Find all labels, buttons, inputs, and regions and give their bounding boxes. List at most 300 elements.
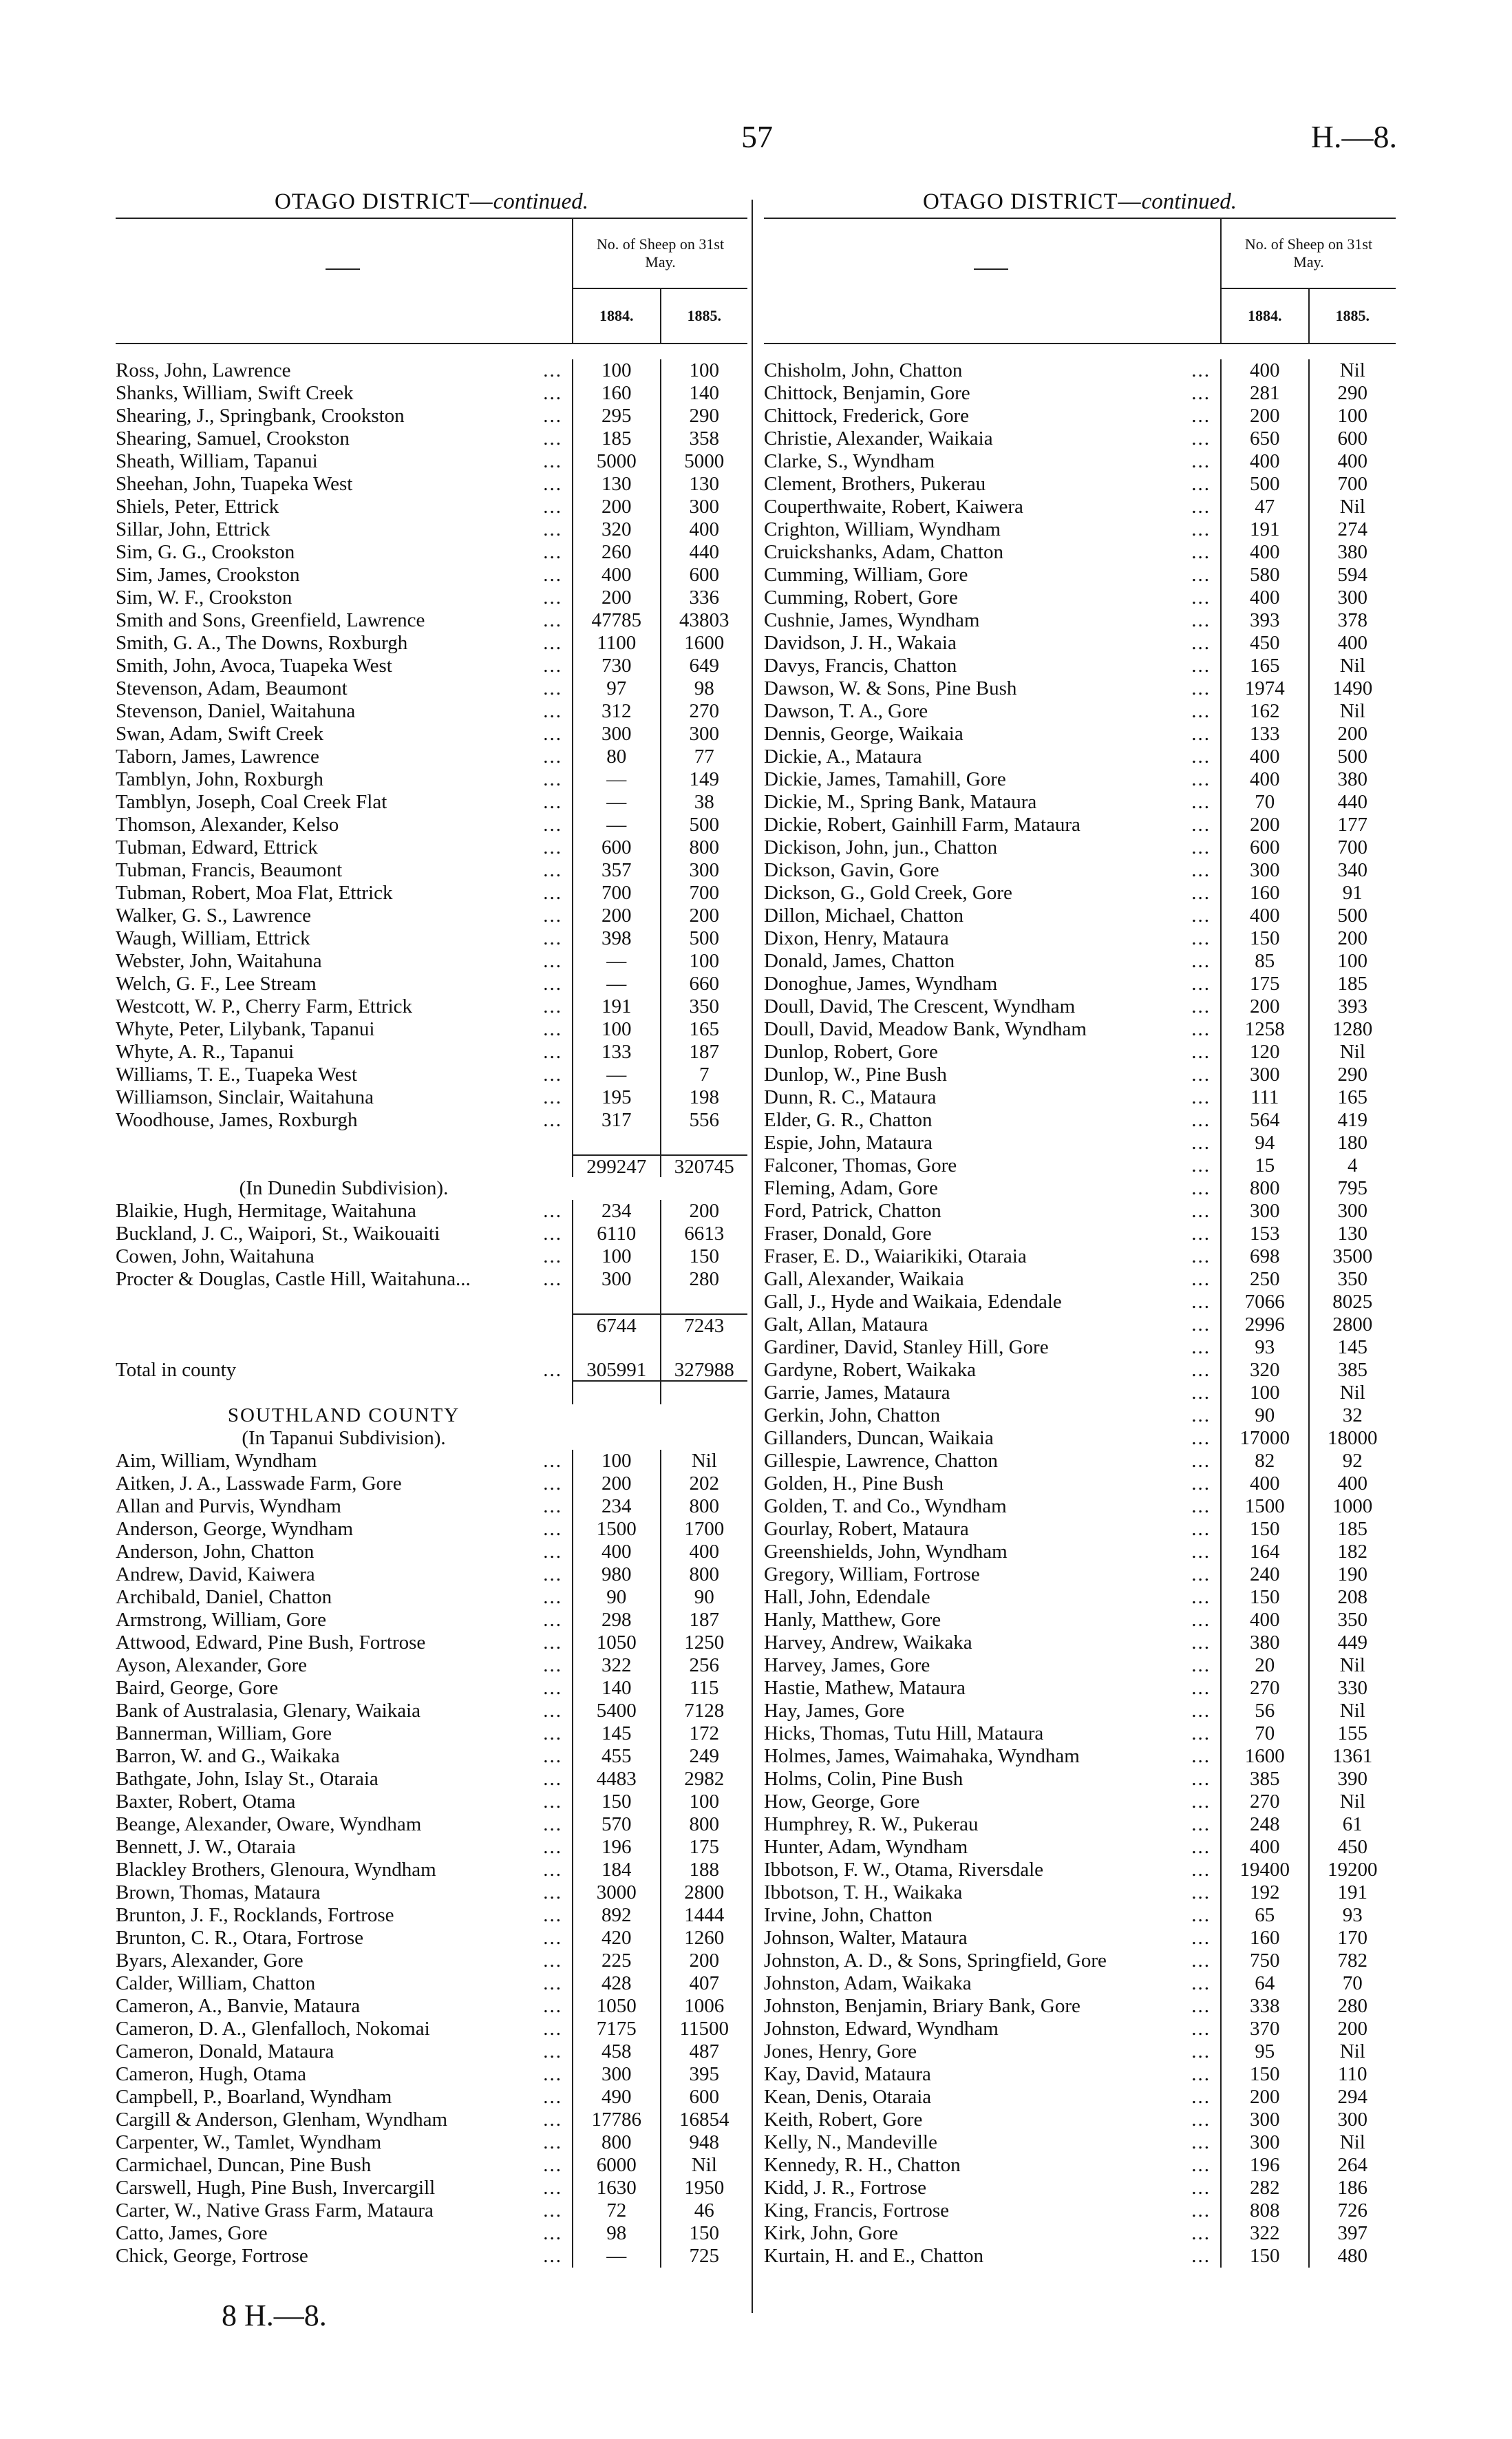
owner-name: Fraser, Donald, Gore [764,1223,932,1245]
table-row [116,405,747,427]
table-row [116,905,747,927]
leader-dots: ... [543,1495,562,1517]
owner-name: Calder, William, Chatton [116,1972,316,1994]
table-row [764,1859,1396,1881]
sheep-1885-cell: 98 [660,677,748,700]
owner-name-cell [116,973,572,995]
owner-name-cell [764,1995,1220,2018]
sheep-1884-cell: 5000 [572,450,660,473]
leader-dots: ... [543,427,562,450]
table-row [116,1541,747,1563]
leader-dots: ... [1191,2131,1211,2153]
owner-name-cell [116,746,572,768]
owner-name: Couperthwaite, Robert, Kaiwera [764,496,1023,518]
owner-name: Total in county [116,1359,237,1381]
owner-name-cell [116,518,572,541]
table-row [764,1450,1396,1472]
sheep-1884-cell: 730 [572,655,660,677]
left-year-1884-header: 1884. [599,307,634,324]
owner-name-cell [764,1722,1220,1745]
owner-name-cell [116,1881,572,1904]
owner-name-cell [764,1677,1220,1700]
page-footer: 8 H.—8. [222,2299,327,2332]
sheep-1885-cell: 198 [660,1086,748,1109]
sheep-1885-cell: 1000 [1308,1495,1396,1518]
owner-name-cell [764,1200,1220,1223]
sheep-1884-cell: 100 [572,1450,660,1472]
owner-name-cell [116,1677,572,1700]
sheep-1885-cell: 400 [660,1541,748,1563]
owner-name-cell [764,2018,1220,2040]
sheep-1885-cell: 330 [1308,1677,1396,1700]
leader-dots: ... [1191,882,1211,904]
owner-name-cell [116,2063,572,2086]
table-row [764,791,1396,814]
owner-name: Tamblyn, John, Roxburgh [116,768,323,790]
right-year-1885-header: 1885. [1308,289,1396,343]
owner-name-cell [764,1177,1220,1200]
sheep-1885-cell: 800 [660,1813,748,1836]
right-title-text: OTAGO DISTRICT— [923,189,1142,214]
owner-name: Johnson, Walter, Mataura [764,1927,968,1949]
table-row [764,950,1396,973]
sheep-1884-cell: 322 [572,1654,660,1677]
sheep-1885-cell: 800 [660,1563,748,1586]
owner-name: Chick, George, Fortrose [116,2245,308,2267]
owner-name-cell [764,359,1220,382]
table-row [764,2063,1396,2086]
owner-name: Shearing, J., Springbank, Crookston [116,405,405,427]
sheep-1884-cell: 100 [572,1018,660,1041]
table-row [116,1382,747,1404]
owner-name: Allan and Purvis, Wyndham [116,1495,341,1517]
table-row [116,1495,747,1518]
sheep-1885-cell: 7243 [660,1313,748,1336]
owner-name: Dillon, Michael, Chatton [764,905,963,927]
owner-name-cell [764,995,1220,1018]
owner-name: Cameron, Donald, Mataura [116,2040,334,2062]
table-row [116,1154,747,1177]
leader-dots: ... [1191,1995,1211,2017]
owner-name: Kidd, J. R., Fortrose [764,2177,927,2199]
leader-dots: ... [543,2199,562,2221]
table-row [116,768,747,791]
sheep-1884-cell: 300 [1220,1200,1308,1223]
sheep-1885-cell: 600 [660,2086,748,2109]
owner-name: Carpenter, W., Tamlet, Wyndham [116,2131,382,2153]
sheep-1884-cell: 196 [572,1836,660,1859]
leader-dots: ... [543,564,562,586]
sheep-1884-cell: 2996 [1220,1313,1308,1336]
sheep-1884-cell: 100 [1220,1382,1308,1404]
sheep-1884-cell: 312 [572,700,660,723]
sheep-1884-cell: 564 [1220,1109,1308,1132]
owner-name-cell [116,1563,572,1586]
leader-dots: ... [543,1972,562,1994]
sheep-1884-cell: 162 [1220,700,1308,723]
table-row [764,2177,1396,2199]
leader-dots: ... [543,2018,562,2040]
table-row [116,1927,747,1950]
owner-name: Kurtain, H. and E., Chatton [764,2245,983,2267]
leader-dots: ... [543,2154,562,2176]
right-district-title [764,186,1396,218]
leader-dots: ... [1191,541,1211,563]
owner-name: Anderson, George, Wyndham [116,1518,354,1540]
sheep-1884-cell: 15 [1220,1154,1308,1177]
sheep-1885-cell: 190 [1308,1563,1396,1586]
sheep-1884-cell: 600 [572,836,660,859]
table-row [764,700,1396,723]
leader-dots: ... [1191,768,1211,790]
sheep-1884-cell: 19400 [1220,1859,1308,1881]
table-row [116,1268,747,1291]
sheep-1884-cell: 458 [572,2040,660,2063]
sheep-1884-cell: 750 [1220,1950,1308,1972]
owner-name: Dunn, R. C., Mataura [764,1086,937,1108]
owner-name-cell [116,723,572,746]
leader-dots: ... [1191,723,1211,745]
table-row [116,1700,747,1722]
table-row [116,1472,747,1495]
owner-name-cell [764,677,1220,700]
sheep-1885-cell: 556 [660,1109,748,1132]
leader-dots: ... [543,1768,562,1790]
sheep-1884-cell: 400 [1220,587,1308,609]
table-row [116,2063,747,2086]
sheep-1885-cell: 649 [660,655,748,677]
sheep-1884-cell: 800 [1220,1177,1308,1200]
owner-name-cell [764,859,1220,882]
sheep-1884-cell: 400 [1220,905,1308,927]
table-row [116,2177,747,2199]
sheep-1885-cell: 480 [1308,2245,1396,2268]
sheep-1885-cell: 200 [1308,723,1396,746]
owner-name-cell [116,1995,572,2018]
sheep-1884-cell: 65 [1220,1904,1308,1927]
sheep-1884-cell: 17000 [1220,1427,1308,1450]
owner-name-cell [764,1700,1220,1722]
owner-name-cell [764,1086,1220,1109]
leader-dots: ... [543,2131,562,2153]
leader-dots: ... [543,405,562,427]
owner-name-cell [116,496,572,518]
sheep-1885-cell: 165 [1308,1086,1396,1109]
sheep-1884-cell: 160 [1220,1927,1308,1950]
sheep-1885-cell: 70 [1308,1972,1396,1995]
table-row [116,882,747,905]
sheep-1884-cell: 7175 [572,2018,660,2040]
sheep-1884-cell: 1974 [1220,677,1308,700]
owner-name: Armstrong, William, Gore [116,1609,326,1631]
owner-name-cell [764,1904,1220,1927]
leader-dots: ... [1191,905,1211,927]
owner-name: Clarke, S., Wyndham [764,450,935,472]
leader-dots: ... [1191,677,1211,699]
sheep-1884-cell: 56 [1220,1700,1308,1722]
owner-name-cell [764,1609,1220,1632]
sheep-1885-cell: 407 [660,1972,748,1995]
table-row [116,723,747,746]
table-row [764,2222,1396,2245]
leader-dots: ... [543,1927,562,1949]
leader-dots: ... [1191,927,1211,949]
owner-name-cell [764,1154,1220,1177]
owner-name: Holms, Colin, Pine Bush [764,1768,963,1790]
owner-name-cell [764,1450,1220,1472]
leader-dots: ... [1191,1359,1211,1381]
header-dash [326,268,360,270]
right-table-header [764,218,1396,344]
sheep-1885-cell: 350 [660,995,748,1018]
owner-name: Aitken, J. A., Lasswade Farm, Gore [116,1472,402,1495]
sheep-1884-cell: 184 [572,1859,660,1881]
owner-name-cell [764,1859,1220,1881]
leader-dots: ... [543,1200,562,1222]
table-row [764,1563,1396,1586]
leader-dots: ... [1191,1586,1211,1608]
table-row [116,427,747,450]
sheep-1885-cell: 1361 [1308,1745,1396,1768]
sheep-1885-cell: Nil [1308,1654,1396,1677]
sheep-1885-cell: 149 [660,768,748,791]
owner-name-cell [764,905,1220,927]
sheep-1885-cell: 280 [660,1268,748,1291]
sheep-1884-cell: 320 [572,518,660,541]
leader-dots: ... [543,791,562,813]
sheep-1884-cell: 6110 [572,1223,660,1245]
sheep-1884-cell: — [572,950,660,973]
leader-dots: ... [543,1700,562,1722]
owner-name-cell [116,1791,572,1813]
owner-name: Gourlay, Robert, Mataura [764,1518,969,1540]
owner-name: Hall, John, Edendale [764,1586,930,1608]
table-row [764,1722,1396,1745]
table-row [764,1404,1396,1427]
owner-name: Bank of Australasia, Glenary, Waikaia [116,1700,421,1722]
leader-dots: ... [543,1881,562,1903]
leader-dots: ... [543,768,562,790]
leader-dots: ... [543,859,562,881]
table-row [116,700,747,723]
sheep-1885-cell: 449 [1308,1632,1396,1654]
sheep-1885-cell: 1490 [1308,677,1396,700]
sheep-1885-cell: 200 [660,1950,748,1972]
sheep-1885-cell: Nil [1308,2040,1396,2063]
sheep-1884-cell: 322 [1220,2222,1308,2245]
leader-dots: ... [1191,1109,1211,1131]
owner-name: Hunter, Adam, Wyndham [764,1836,968,1858]
owner-name: Attwood, Edward, Pine Bush, Fortrose [116,1632,426,1654]
owner-name: Tamblyn, Joseph, Coal Creek Flat [116,791,387,813]
sheep-1885-cell: 200 [660,1200,748,1223]
table-row [764,2199,1396,2222]
sheep-1884-cell: 281 [1220,382,1308,405]
sheep-1884-cell: 600 [1220,836,1308,859]
sheep-1885-cell: 92 [1308,1450,1396,1472]
sheep-1885-cell: 186 [1308,2177,1396,2199]
table-row [116,518,747,541]
table-row [764,655,1396,677]
sheep-1884-cell: 234 [572,1495,660,1518]
owner-name-cell [764,450,1220,473]
owner-name-cell [764,768,1220,791]
sheep-1884-cell: 97 [572,677,660,700]
leader-dots: ... [543,2222,562,2244]
owner-name: Hastie, Mathew, Mataura [764,1677,966,1699]
table-row [116,2109,747,2131]
sheep-1885-cell: Nil [1308,1791,1396,1813]
owner-name-cell [116,1495,572,1518]
leader-dots: ... [543,1609,562,1631]
table-row [116,973,747,995]
table-row [764,1427,1396,1450]
table-row [764,836,1396,859]
sheep-1885-cell: 1260 [660,1927,748,1950]
leader-dots: ... [543,1950,562,1972]
table-row [116,927,747,950]
owner-name: Smith and Sons, Greenfield, Lawrence [116,609,425,631]
sheep-1884-cell [572,1382,660,1404]
owner-name: Beange, Alexander, Oware, Wyndham [116,1813,422,1835]
sheep-1884-cell: 98 [572,2222,660,2245]
sheep-1884-cell: 64 [1220,1972,1308,1995]
leader-dots: ... [1191,1836,1211,1858]
table-row [116,359,747,382]
sheep-1885-cell: 100 [660,359,748,382]
owner-name-cell [116,632,572,655]
owner-name-cell [116,1450,572,1472]
owner-name: Brunton, J. F., Rocklands, Fortrose [116,1904,394,1926]
owner-name-cell [116,1177,572,1200]
sheep-1885-cell: 1006 [660,1995,748,2018]
sheep-1885-cell: Nil [1308,496,1396,518]
sheep-1884-cell: 317 [572,1109,660,1132]
owner-name: Williamson, Sinclair, Waitahuna [116,1086,374,1108]
sheep-1884-cell: 90 [1220,1404,1308,1427]
owner-name-cell [116,768,572,791]
sheep-1884-cell: 400 [1220,359,1308,382]
leader-dots: ... [543,2245,562,2267]
owner-name-cell [116,1904,572,1927]
sheep-1884-cell: 300 [572,1268,660,1291]
sheep-1885-cell: 358 [660,427,748,450]
table-row [116,1450,747,1472]
sheep-1884-cell: 133 [1220,723,1308,746]
owner-name: Elder, G. R., Chatton [764,1109,933,1131]
sheep-1884-cell: 1050 [572,1632,660,1654]
table-row [764,723,1396,746]
sheep-1885-cell: 1280 [1308,1018,1396,1041]
table-row [116,1904,747,1927]
sheep-1884-cell: — [572,791,660,814]
sheep-1885-cell: 93 [1308,1904,1396,1927]
owner-name: Irvine, John, Chatton [764,1904,933,1926]
sheep-1885-cell: 185 [1308,1518,1396,1541]
table-row [116,1677,747,1700]
leader-dots: ... [543,1041,562,1063]
leader-dots: ... [1191,2245,1211,2267]
leader-dots: ... [1191,995,1211,1017]
leader-dots: ... [1191,2086,1211,2108]
owner-name: Carter, W., Native Grass Farm, Mataura [116,2199,434,2221]
table-row [764,1041,1396,1064]
sheep-1884-cell: 95 [1220,2040,1308,2063]
sheep-1885-cell: 390 [1308,1768,1396,1791]
sheep-1884-cell: 191 [572,995,660,1018]
owner-name: Bannerman, William, Gore [116,1722,332,1744]
owner-name: Shanks, William, Swift Creek [116,382,354,404]
sheep-1884-cell: 400 [1220,450,1308,473]
table-row [116,1745,747,1768]
sheep-1884-cell: 200 [572,587,660,609]
owner-name-cell [764,1404,1220,1427]
sheep-1885-cell: 600 [1308,427,1396,450]
owner-name: (In Dunedin Subdivision). [239,1177,449,1199]
sheep-1885-cell: Nil [1308,700,1396,723]
sheep-1884-cell: 808 [1220,2199,1308,2222]
owner-name-cell [764,2222,1220,2245]
leader-dots: ... [1191,2109,1211,2131]
table-row [116,1518,747,1541]
sheep-1885-cell: 150 [660,2222,748,2245]
sheep-1885-cell: 187 [660,1609,748,1632]
leader-dots: ... [543,1995,562,2017]
owner-name: Cumming, William, Gore [764,564,968,586]
sheep-1885-cell: 400 [1308,1472,1396,1495]
owner-name: Archibald, Daniel, Chatton [116,1586,332,1608]
owner-name: Cargill & Anderson, Glenham, Wyndham [116,2109,448,2131]
table-row [116,587,747,609]
owner-name: SOUTHLAND COUNTY [227,1404,460,1426]
owner-name-cell [764,1632,1220,1654]
sheep-1884-cell: 580 [1220,564,1308,587]
leader-dots: ... [1191,1404,1211,1426]
owner-name-cell [116,1268,572,1291]
leader-dots: ... [1191,496,1211,518]
owner-name: Galt, Allan, Mataura [764,1313,928,1335]
owner-name-cell [764,1791,1220,1813]
leader-dots: ... [1191,1154,1211,1176]
table-row [764,609,1396,632]
table-row [116,1018,747,1041]
sheep-1885-cell: 130 [1308,1223,1396,1245]
sheep-1885-cell [660,1336,748,1359]
owner-name: Ford, Patrick, Chatton [764,1200,941,1222]
leader-dots: ... [543,1632,562,1654]
table-row [116,1223,747,1245]
sheep-1885-cell: 385 [1308,1359,1396,1382]
owner-name-cell [116,1745,572,1768]
leader-dots: ... [1191,2063,1211,2085]
table-row [764,905,1396,927]
owner-name-cell [116,1018,572,1041]
table-row [764,2040,1396,2063]
owner-name-cell [116,2154,572,2177]
owner-name-cell [764,814,1220,836]
owner-name: Dickie, A., Mataura [764,746,922,768]
right-year-1884-header: 1884. [1248,307,1282,324]
sheep-1884-cell: 240 [1220,1563,1308,1586]
owner-name-cell [764,927,1220,950]
page-reference: H.—8. [1310,119,1397,154]
owner-name: Blackley Brothers, Glenoura, Wyndham [116,1859,436,1881]
owner-name-cell [116,564,572,587]
table-row [116,2199,747,2222]
sheep-1885-cell: 290 [1308,382,1396,405]
sheep-1885-cell: 2800 [1308,1313,1396,1336]
leader-dots: ... [543,632,562,654]
